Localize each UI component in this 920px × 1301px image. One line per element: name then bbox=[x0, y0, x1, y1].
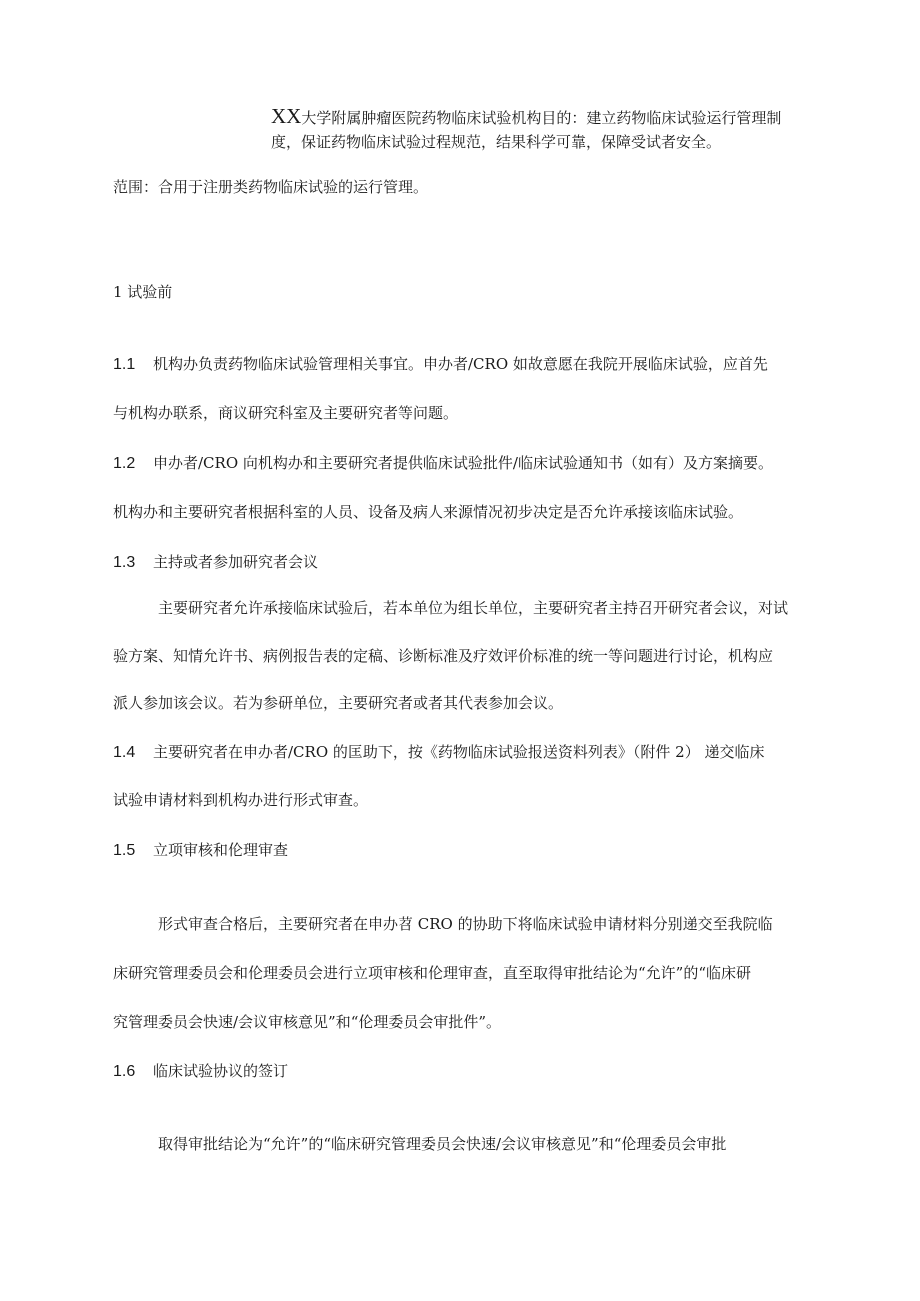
item-1-3-para-3: 派人参加该会议。若为参研单位，主要研究者或者其代表参加会议。 bbox=[113, 694, 564, 712]
item-1-4-line-2: 试验申请材料到机构办进行形式审查。 bbox=[113, 791, 369, 809]
item-1-2-text: 申办者/CRO 向机构办和主要研究者提供临床试验批件/临床试验通知书（如有）及方案摘要。 bbox=[153, 454, 773, 472]
header-line-1-text: 大学附属肿瘤医院药物临床试验机构目的：建立药物临床试验运行管理制 bbox=[301, 109, 782, 127]
item-1-4-number: 1.4 bbox=[113, 744, 136, 761]
item-1-5-title: 立项审核和伦理审查 bbox=[153, 841, 289, 859]
item-1-5-para-1: 形式审查合格后，主要研究者在申办苕 CRO 的协助下将临床试验申请材料分别递交至我院临 bbox=[158, 915, 773, 933]
item-1-1-text: 机构办负责药物临床试验管理相关事宜。申办者/CRO 如故意愿在我院开展临床试验，应首先 bbox=[153, 355, 768, 373]
item-1-1-line-2: 与机构办联系，商议研究科室及主要研究者等问题。 bbox=[113, 404, 459, 422]
header-line-2: 度，保证药物临床试验过程规范，结果科学可靠，保障受试者安全。 bbox=[271, 133, 722, 151]
section-1-title: 1 试验前 bbox=[113, 283, 173, 301]
item-1-5-heading bbox=[113, 840, 288, 861]
item-1-5-para-3: 究管理委员会快速/会议审核意见”和“伦理委员会审批件”。 bbox=[113, 1013, 502, 1031]
item-1-1-line-1 bbox=[113, 354, 768, 375]
scope-text: 范围：合用于注册类药物临床试验的运行管理。 bbox=[113, 178, 429, 196]
item-1-5-number: 1.5 bbox=[113, 842, 136, 859]
header-line-1 bbox=[271, 106, 781, 128]
item-1-6-heading bbox=[113, 1061, 288, 1082]
item-1-6-para-1: 取得审批结论为“允许”的“临床研究管理委员会快速/会议审核意见”和“伦理委员会审批 bbox=[158, 1135, 727, 1153]
item-1-3-heading bbox=[113, 552, 318, 573]
item-1-2-number: 1.2 bbox=[113, 455, 136, 472]
header-prefix: XX bbox=[271, 104, 302, 128]
item-1-3-para-1: 主要研究者允许承接临床试验后，若本单位为组长单位，主要研究者主持召开研究者会议，对试 bbox=[158, 599, 789, 617]
item-1-6-number: 1.6 bbox=[113, 1063, 136, 1080]
item-1-2-line-2: 机构办和主要研究者根据科室的人员、设备及病人来源情况初步决定是否允许承接该临床试验。 bbox=[113, 503, 744, 521]
item-1-4-text: 主要研究者在申办者/CRO 的匡助下，按《药物临床试验报送资料列表》（附件 2） 递交临床 bbox=[153, 743, 765, 761]
item-1-3-title: 主持或者参加研究者会议 bbox=[153, 553, 319, 571]
item-1-1-number: 1.1 bbox=[113, 356, 136, 373]
item-1-3-para-2: 验方案、知情允许书、病例报告表的定稿、诊断标准及疗效评价标准的统一等问题进行讨论，机构应 bbox=[113, 647, 774, 665]
item-1-6-title: 临床试验协议的签订 bbox=[153, 1062, 289, 1080]
item-1-5-para-2: 床研究管理委员会和伦理委员会进行立项审核和伦理审查，直至取得审批结论为“允许”的“临床研 bbox=[113, 964, 752, 982]
item-1-3-number: 1.3 bbox=[113, 554, 136, 571]
item-1-4-line-1 bbox=[113, 742, 764, 763]
item-1-2-line-1 bbox=[113, 453, 773, 474]
